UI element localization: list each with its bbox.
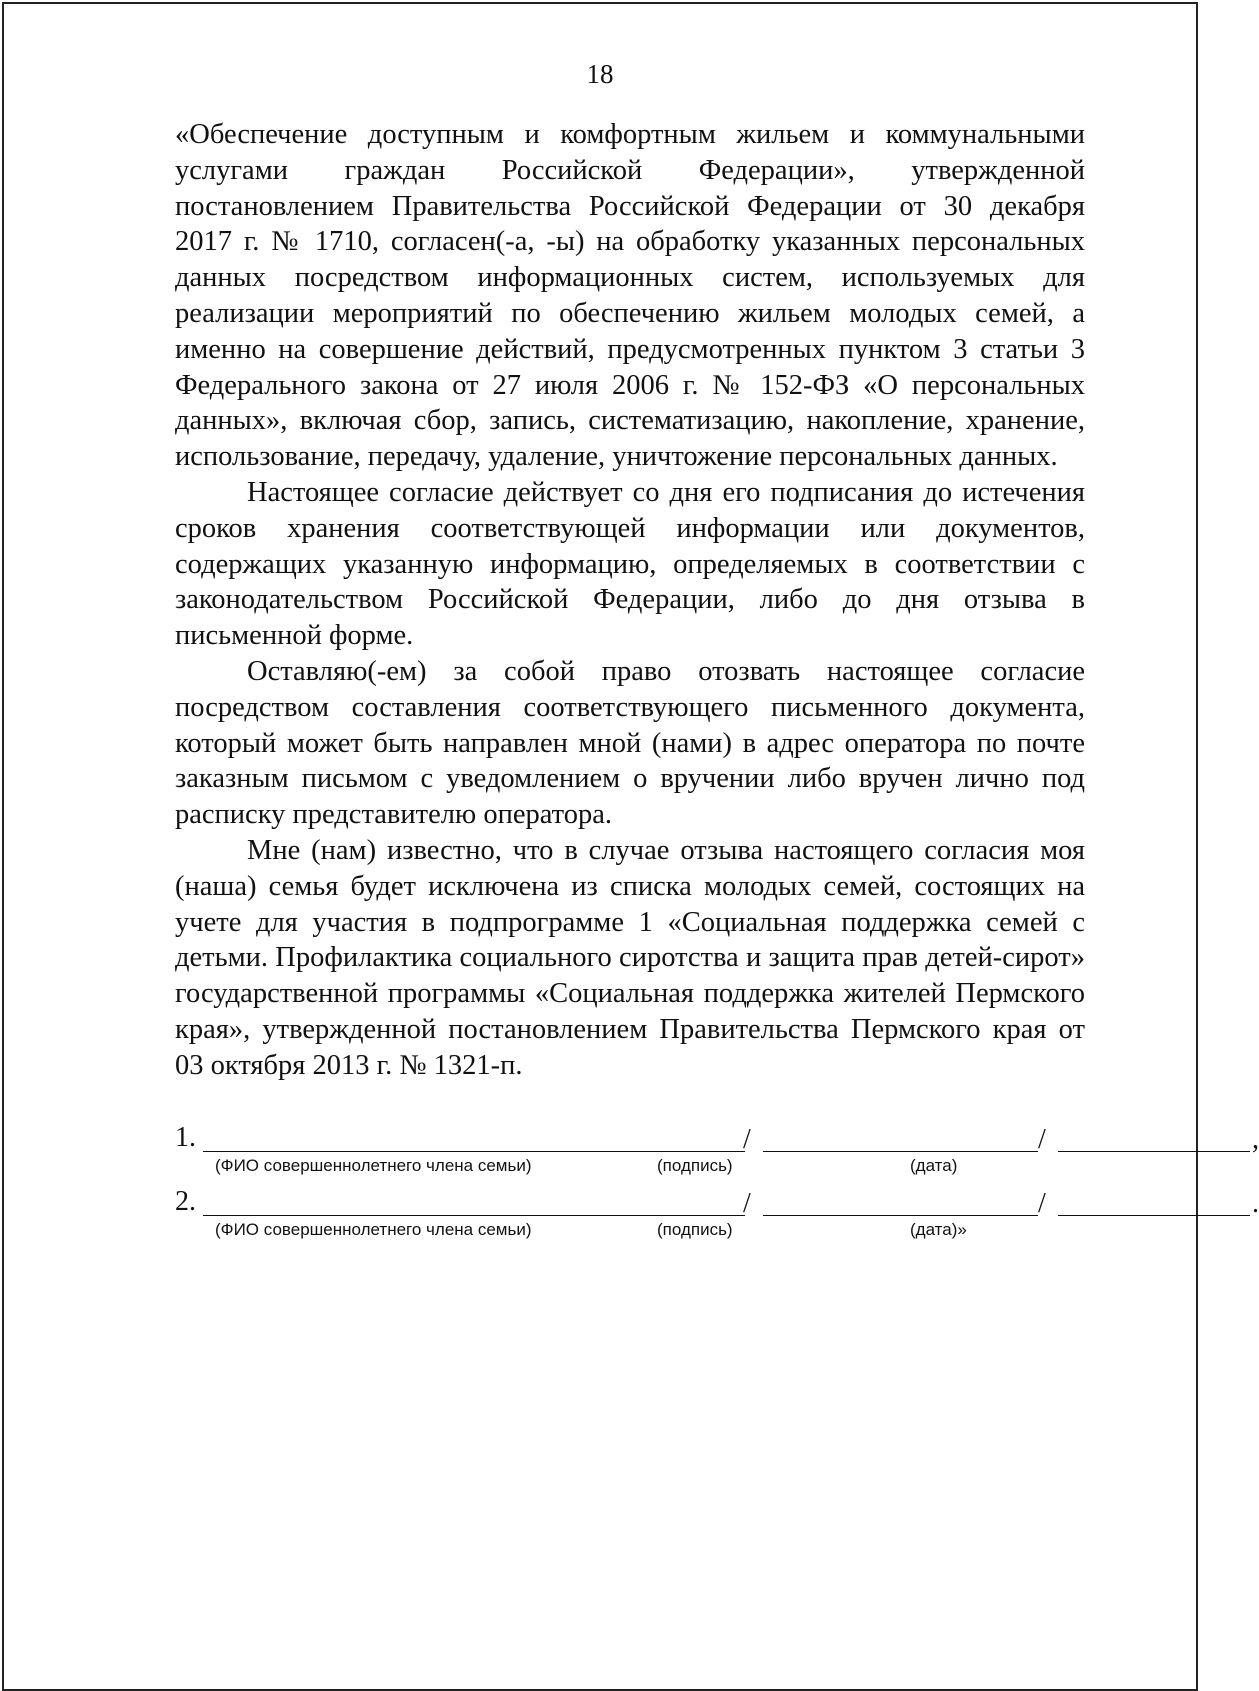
date-line[interactable] bbox=[1058, 1215, 1250, 1216]
separator-slash: / bbox=[1038, 1188, 1046, 1219]
separator-slash: / bbox=[743, 1124, 751, 1155]
separator-slash: / bbox=[1038, 1124, 1046, 1155]
paragraph-2: Настоящее согласие действует со дня его подписания до истечения сроков хранения соответствующей информации или документов, содержащих указанную информацию, определяемых в соответствии с законодательством Российской Федерации, либо до дня отзыва в письменной форме. bbox=[175, 476, 1085, 652]
signature-row-2 bbox=[175, 1184, 1259, 1219]
signature-number: 2. bbox=[175, 1186, 196, 1217]
caption-signature: (подпись) bbox=[657, 1220, 733, 1239]
end-period: . bbox=[1252, 1188, 1259, 1219]
page-number: 18 bbox=[586, 59, 614, 89]
signature-number: 1. bbox=[175, 1122, 196, 1153]
paragraph-1: «Обеспечение доступным и комфортным жильем и коммунальными услугами граждан Российской Федерации», утвержденной постановлением Правительства Российской Федерации от 30 декабря 2017 г. № 1710, согласен(-а, -ы) на обработку указанных персональных данных посредством информационных систем, используемых для реализации мероприятий по обеспечению жильем молодых семей, а именно на совершение действий, предусмотренных пунктом 3 статьи 3 Федерального закона от 27 июля 2006 г. № 152-ФЗ «О персональных данных», включая сбор, запись, систематизацию, накопление, хранение, использование, передачу, удаление, уничтожение персональных данных. bbox=[175, 119, 1085, 473]
signature-block bbox=[175, 1120, 1259, 1248]
caption-signature: (подпись) bbox=[657, 1156, 733, 1175]
date-line[interactable] bbox=[1058, 1151, 1250, 1152]
paragraph-3: Оставляю(-ем) за собой право отозвать настоящее согласие посредством составления соответствующего письменного документа, который может быть направлен мной (нами) в адрес оператора по почте заказным письмом с уведомлением о вручении либо вручен лично под расписку представителю оператора. bbox=[175, 655, 1085, 831]
caption-row-2 bbox=[175, 1216, 1085, 1248]
caption-date: (дата)» bbox=[910, 1220, 967, 1239]
caption-name: (ФИО совершеннолетнего члена семьи) bbox=[215, 1220, 532, 1239]
caption-row-1 bbox=[175, 1152, 1085, 1184]
document-body bbox=[175, 117, 1085, 1084]
signature-row-1 bbox=[175, 1120, 1259, 1155]
end-comma: , bbox=[1252, 1124, 1259, 1155]
caption-name: (ФИО совершеннолетнего члена семьи) bbox=[215, 1156, 532, 1175]
separator-slash: / bbox=[743, 1188, 751, 1219]
paragraph-4: Мне (нам) известно, что в случае отзыва настоящего согласия моя (наша) семья будет исключена из списка молодых семей, состоящих на учете для участия в подпрограмме 1 «Социальная поддержка семей с детьми. Профилактика социального сиротства и защита прав детей-сирот» государственной программы «Социальная поддержка жителей Пермского края», утвержденной постановлением Правительства Пермского края от 03 октября 2013 г. № 1321-п. bbox=[175, 834, 1085, 1081]
caption-date: (дата) bbox=[910, 1156, 958, 1175]
